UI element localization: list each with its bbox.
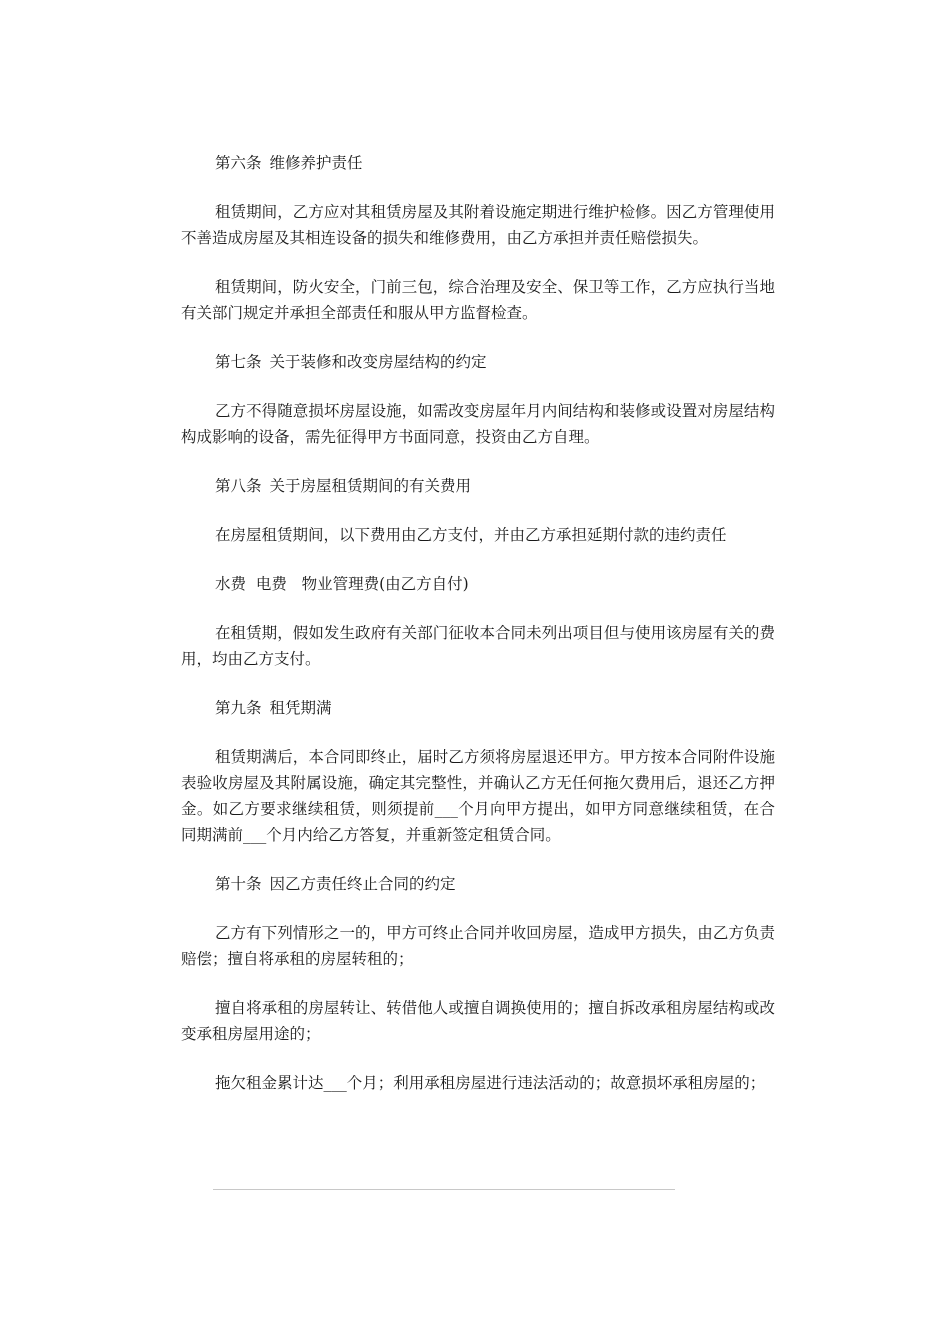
section-title: 关于房屋租赁期间的有关费用 [269, 477, 472, 495]
section-heading [181, 349, 775, 375]
clause-paragraph: 乙方不得随意损坏房屋设施，如需改变房屋年月内间结构和装修或设置对房屋结构构成影响的设备，需先征得甲方书面同意，投资由乙方自理。 [181, 402, 775, 446]
section-heading [181, 871, 775, 897]
section-heading [181, 150, 775, 176]
section-title: 维修养护责任 [269, 154, 363, 172]
clause-paragraph: 乙方有下列情形之一的，甲方可终止合同并收回房屋，造成甲方损失，由乙方负责赔偿；擅自将承租的房屋转租的； [181, 924, 775, 968]
clause-paragraph: 租赁期间，防火安全，门前三包，综合治理及安全、保卫等工作，乙方应执行当地有关部门规定并承担全部责任和服从甲方监督检查。 [181, 278, 775, 322]
section-title: 因乙方责任终止合同的约定 [269, 875, 456, 893]
section-heading [181, 695, 775, 721]
clause-paragraph: 水费 电费 物业管理费(由乙方自付) [215, 575, 469, 593]
section-number: 第七条 [215, 353, 262, 371]
section-number: 第九条 [215, 699, 262, 717]
section-title: 关于装修和改变房屋结构的约定 [269, 353, 487, 371]
section-title: 租凭期满 [269, 699, 332, 717]
document-body [181, 150, 775, 1119]
section-number: 第十条 [215, 875, 262, 893]
clause-paragraph: 在房屋租赁期间，以下费用由乙方支付，并由乙方承担延期付款的违约责任 [215, 526, 727, 544]
section-number: 第八条 [215, 477, 262, 495]
clause-paragraph: 在租赁期，假如发生政府有关部门征收本合同未列出项目但与使用该房屋有关的费用，均由乙方支付。 [181, 624, 775, 668]
footer-divider [213, 1189, 675, 1190]
clause-paragraph: 租赁期间，乙方应对其租赁房屋及其附着设施定期进行维护检修。因乙方管理使用不善造成房屋及其相连设备的损失和维修费用，由乙方承担并责任赔偿损失。 [181, 203, 775, 247]
section-number: 第六条 [215, 154, 262, 172]
section-heading [181, 473, 775, 499]
clause-paragraph: 拖欠租金累计达___个月；利用承租房屋进行违法活动的；故意损坏承租房屋的； [215, 1074, 766, 1092]
clause-paragraph: 擅自将承租的房屋转让、转借他人或擅自调换使用的；擅自拆改承租房屋结构或改变承租房屋用途的； [181, 999, 775, 1043]
clause-paragraph: 租赁期满后，本合同即终止，届时乙方须将房屋退还甲方。甲方按本合同附件设施表验收房屋及其附属设施，确定其完整性，并确认乙方无任何拖欠费用后，退还乙方押金。如乙方要求继续租赁，则须提前___个月向甲方提出，如甲方同意继续租赁，在合同期满前___个月内给乙方答复，并重新签定租赁合同。 [181, 748, 775, 844]
